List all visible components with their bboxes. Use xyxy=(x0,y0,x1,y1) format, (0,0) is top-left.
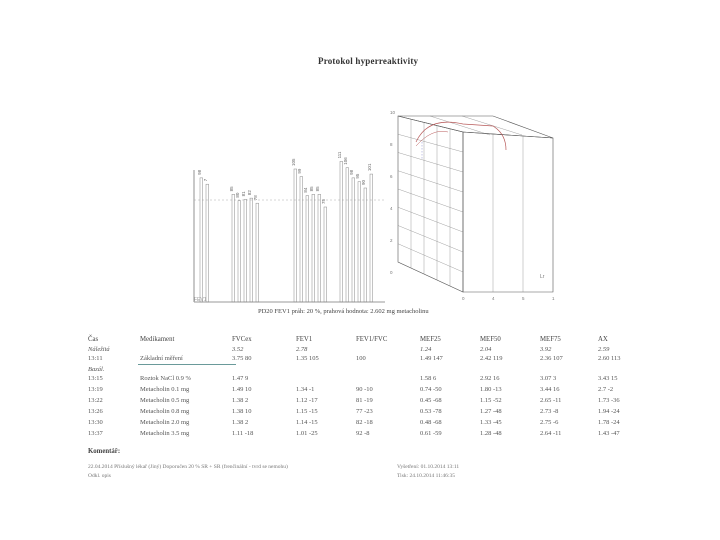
bar-label: 85 xyxy=(309,186,314,192)
table-cell: 13:11 xyxy=(88,355,103,362)
flow-volume-3d-plot xyxy=(388,102,566,302)
bar xyxy=(232,194,235,302)
column-header: FEV1/FVC xyxy=(356,336,388,343)
bar xyxy=(300,177,303,302)
table-cell: 3.44 16 xyxy=(540,386,560,393)
plot3d-corner-label: Lr xyxy=(540,274,545,280)
column-header: AX xyxy=(598,336,608,343)
table-cell: 0.61 -59 xyxy=(420,430,442,437)
y-tick-label: 10 xyxy=(390,110,396,115)
bar-label: 95 xyxy=(355,173,360,179)
bar-label: 105 xyxy=(291,158,296,166)
bar xyxy=(358,182,361,302)
bar-label: 80 xyxy=(235,192,240,198)
bar-label: 98 xyxy=(197,169,202,175)
table-cell: 2.7 -2 xyxy=(598,386,614,393)
table-cell: 1.28 -48 xyxy=(480,430,502,437)
fev1-bar-chart xyxy=(190,130,390,305)
column-header: Medikament xyxy=(140,336,175,343)
table-cell: 92 -8 xyxy=(356,430,370,437)
bar-label: 106 xyxy=(343,157,348,165)
table-cell: 3.43 15 xyxy=(598,375,618,382)
column-header: MEF25 xyxy=(420,336,441,343)
table-cell: 1.14 -15 xyxy=(296,419,318,426)
table-cell: 1.27 -48 xyxy=(480,408,502,415)
table-cell: 2.42 119 xyxy=(480,355,503,362)
bar-label: 98 xyxy=(349,169,354,175)
table-cell: 1.43 -47 xyxy=(598,430,620,437)
table-cell: 2.36 107 xyxy=(540,355,563,362)
table-cell: 2.60 113 xyxy=(598,355,621,362)
table-cell: 1.80 -13 xyxy=(480,386,502,393)
table-cell: 2.78 xyxy=(296,346,308,353)
plot3d-surface-curve-2 xyxy=(416,131,448,146)
table-cell: 0.53 -78 xyxy=(420,408,442,415)
bar xyxy=(206,184,209,302)
table-cell: 13:22 xyxy=(88,397,103,404)
page-title: Protokol hyperreaktivity xyxy=(318,56,419,66)
plot3d-top-face xyxy=(398,116,553,138)
bar xyxy=(346,168,349,302)
table-cell: 82 -18 xyxy=(356,419,373,426)
bar-label: 78 xyxy=(253,195,258,201)
table-cell: 1.24 xyxy=(420,346,432,353)
bar-label: 101 xyxy=(367,163,372,172)
bar-label: 85 xyxy=(229,186,234,192)
table-cell: 1.11 -18 xyxy=(232,430,254,437)
plot3d-front-face xyxy=(398,116,463,292)
plot3d-surface-curve xyxy=(416,122,506,150)
bar xyxy=(364,188,367,302)
table-cell: Metacholin 0.1 mg xyxy=(140,386,190,393)
bar xyxy=(306,196,309,302)
table-cell: 2.65 -11 xyxy=(540,397,562,404)
comment-label: Komentář: xyxy=(88,448,121,455)
table-cell: 1.47 9 xyxy=(232,375,249,382)
table-cell: 0.74 -50 xyxy=(420,386,442,393)
comment-line-2: Odkl. opis xyxy=(88,473,111,479)
table-cell: 1.94 -24 xyxy=(598,408,620,415)
bar xyxy=(370,174,373,302)
bar xyxy=(340,161,343,302)
bar xyxy=(200,178,203,302)
x-tick-label: 4 xyxy=(492,296,495,301)
bar xyxy=(238,201,241,302)
table-cell: 2.92 16 xyxy=(480,375,500,382)
table-cell: 1.01 -25 xyxy=(296,430,318,437)
bar-label: 82 xyxy=(247,190,252,196)
column-header: MEF75 xyxy=(540,336,561,343)
table-cell: Metacholin 0.8 mg xyxy=(140,408,190,415)
bar-label: 90 xyxy=(361,179,366,185)
table-cell: Metacholin 2.0 mg xyxy=(140,419,190,426)
bar xyxy=(294,169,297,302)
bar xyxy=(312,194,315,302)
y-tick-label: 4 xyxy=(390,206,393,211)
column-header: MEF50 xyxy=(480,336,501,343)
table-cell: 0.48 -68 xyxy=(420,419,442,426)
table-cell: 2.04 xyxy=(480,346,492,353)
y-tick-label: 2 xyxy=(390,238,393,243)
table-cell: 3.07 3 xyxy=(540,375,557,382)
y-tick-label: 8 xyxy=(390,142,393,147)
column-header: Čas xyxy=(88,336,99,343)
comment-line-1: 22.04.2014 Příslušný lékař (Jiný) Doporučen 20 % SR + SR (frenčinální - tvrd se nemohu) xyxy=(88,464,288,470)
table-cell: 77 -23 xyxy=(356,408,373,415)
table-cell: 1.38 10 xyxy=(232,408,252,415)
table-cell: 3.75 80 xyxy=(232,355,252,362)
table-cell: 2.75 -6 xyxy=(540,419,559,426)
bar-label: 75 xyxy=(321,198,326,204)
table-cell: 2.64 -11 xyxy=(540,430,562,437)
table-cell: 1.38 2 xyxy=(232,419,249,426)
bar xyxy=(256,203,259,302)
plot3d-x-ticks xyxy=(462,296,555,301)
bar xyxy=(318,194,321,302)
bar-label: 99 xyxy=(297,168,302,174)
column-header: FVCex xyxy=(232,336,252,343)
table-cell: Základní měření xyxy=(140,355,183,362)
table-cell: 13:37 xyxy=(88,430,103,437)
table-cell: Metacholin 0.5 mg xyxy=(140,397,190,404)
table-cell: 1.35 105 xyxy=(296,355,319,362)
y-tick-label: 0 xyxy=(390,270,393,275)
bar-label: 81 xyxy=(241,191,246,197)
table-cell: 1.12 -17 xyxy=(296,397,318,404)
table-cell: 2.59 xyxy=(598,346,610,353)
table-cell: 13:30 xyxy=(88,419,103,426)
plot3d-grid xyxy=(398,116,523,292)
section-label: Náležitá xyxy=(88,346,110,353)
x-tick-label: 5 xyxy=(522,296,525,301)
bar-label: 85 xyxy=(315,186,320,192)
table-cell: 1.33 -45 xyxy=(480,419,502,426)
table-cell: 13:19 xyxy=(88,386,103,393)
table-cell: 1.78 -24 xyxy=(598,419,620,426)
grid-line xyxy=(398,171,463,192)
table-cell: 3.92 xyxy=(540,346,552,353)
table-cell: 2.73 -8 xyxy=(540,408,559,415)
table-cell: 1.58 6 xyxy=(420,375,437,382)
table-cell: 81 -19 xyxy=(356,397,373,404)
plot3d-y-ticks xyxy=(390,110,396,275)
section-label: Bazál. xyxy=(88,366,105,373)
table-cell: 1.73 -36 xyxy=(598,397,620,404)
bar xyxy=(244,199,247,302)
grid-line xyxy=(398,134,463,152)
table-cell: 1.49 10 xyxy=(232,386,252,393)
grid-line xyxy=(398,207,463,232)
table-cell: 0.45 -68 xyxy=(420,397,442,404)
print-date: Tisk: 24.10.2014 11:46:35 xyxy=(397,473,455,479)
table-cell: 100 xyxy=(356,355,366,362)
table-cell: 1.15 -15 xyxy=(296,408,318,415)
exam-date: Vyšetření: 01.10.2014 13:11 xyxy=(397,464,460,470)
bar-label: 84 xyxy=(303,187,308,193)
table-cell: 1.49 147 xyxy=(420,355,443,362)
x-tick-label: 1 xyxy=(552,296,555,301)
plot3d-right-face xyxy=(463,132,553,292)
column-header: FEV1 xyxy=(296,336,313,343)
table-cell: 1.15 -52 xyxy=(480,397,502,404)
bar-chart-base-label: FEV1 xyxy=(194,297,207,303)
table-cell: 1.34 -1 xyxy=(296,386,315,393)
grid-line xyxy=(398,153,463,173)
x-tick-label: 0 xyxy=(462,296,465,301)
y-tick-label: 6 xyxy=(390,174,393,179)
bar xyxy=(324,207,327,302)
table-cell: 90 -10 xyxy=(356,386,373,393)
table-cell: Metacholin 3.5 mg xyxy=(140,430,190,437)
grid-line xyxy=(462,116,522,135)
table-cell: 1.38 2 xyxy=(232,397,249,404)
table-cell: 13:15 xyxy=(88,375,103,382)
bar xyxy=(250,198,253,302)
divider xyxy=(138,364,236,365)
bar-label: 111 xyxy=(337,151,342,159)
chart-caption: PD20 FEV1 práh: 20 %, prahová hodnota: 2.602 mg metacholinu xyxy=(258,308,429,315)
bar xyxy=(352,178,355,302)
table-cell: 3.52 xyxy=(232,346,244,353)
table-cell: Roztok NaCl 0.9 % xyxy=(140,375,191,382)
bar-label: 7 xyxy=(203,178,208,182)
table-cell: 13:26 xyxy=(88,408,103,415)
bar-group xyxy=(197,151,373,302)
grid-line xyxy=(398,189,463,212)
